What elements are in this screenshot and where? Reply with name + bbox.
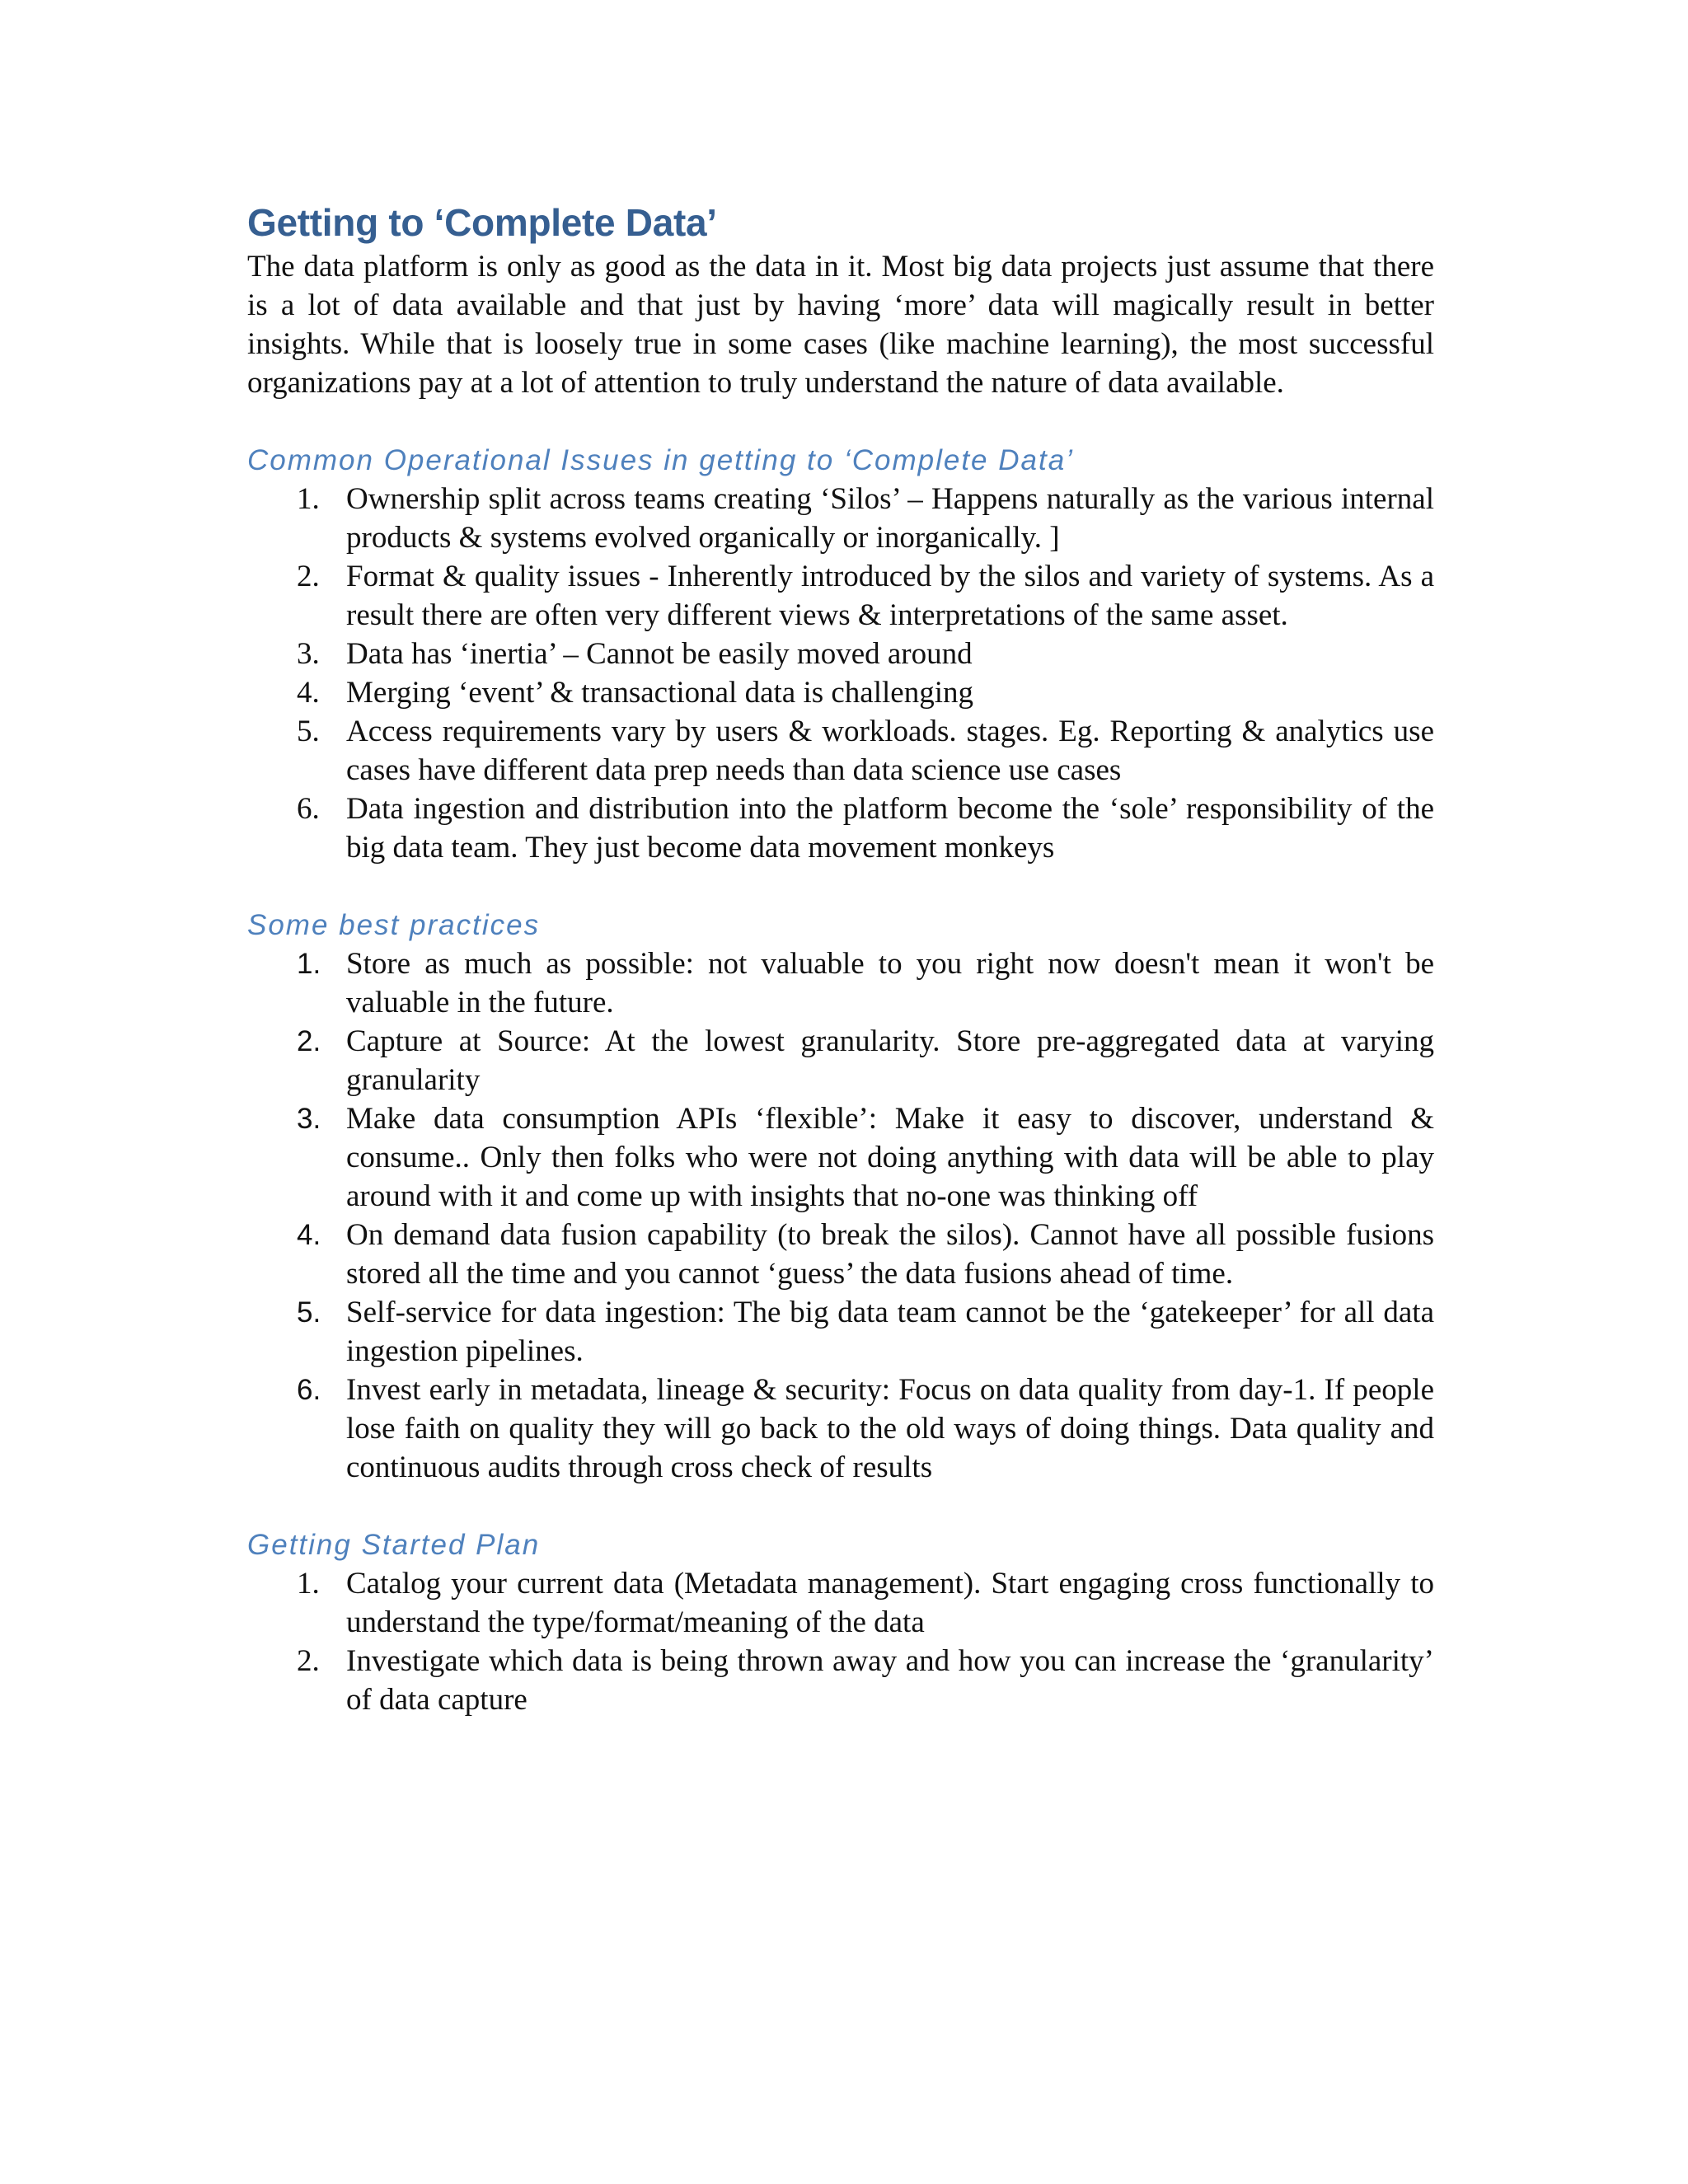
list-item-text: Catalog your current data (Metadata management). Start engaging cross functionally to understand the type/format/meaning of the data: [346, 1567, 1434, 1639]
list-item: [247, 557, 1434, 635]
list-number: 4.: [297, 676, 320, 710]
list-item-text: Capture at Source: At the lowest granularity. Store pre-aggregated data at varying granularity: [346, 1024, 1434, 1097]
list-item-text: Ownership split across teams creating ‘Silos’ – Happens naturally as the various internal products & systems evolved organically or inorganically. ]: [346, 482, 1434, 555]
list-item-text: Invest early in metadata, lineage & security: Focus on data quality from day-1. If people lose faith on quality they will go back to the old ways of doing things. Data quality and continuous audits through cross check of results: [346, 1373, 1434, 1484]
list-number: 5.: [297, 715, 320, 748]
section-heading: Common Operational Issues in getting to ‘Complete Data’: [247, 444, 1074, 476]
section-heading: Some best practices: [247, 909, 541, 941]
list-number: 6.: [297, 1374, 321, 1406]
list-number: 1.: [297, 948, 321, 980]
list-item: [247, 1564, 1434, 1642]
list-item: [247, 1022, 1434, 1099]
list-item-text: Format & quality issues - Inherently introduced by the silos and variety of systems. As a result there are often very different views & interpretations of the same asset.: [346, 560, 1434, 632]
section-getting-started-plan: [247, 1526, 1434, 1719]
section-best-practices: [247, 906, 1434, 1487]
section-operational-issues: [247, 441, 1434, 867]
numbered-list: [247, 944, 1434, 1487]
list-item: [247, 635, 1434, 673]
list-item-text: Investigate which data is being thrown away and how you can increase the ‘granularity’ of data capture: [346, 1644, 1434, 1717]
list-number: 5.: [297, 1296, 321, 1329]
list-item: [247, 1293, 1434, 1371]
list-item-text: On demand data fusion capability (to break the silos). Cannot have all possible fusions stored all the time and you cannot ‘guess’ the data fusions ahead of time.: [346, 1218, 1434, 1291]
numbered-list: [247, 480, 1434, 867]
list-number: 2.: [297, 1644, 320, 1678]
list-number: 1.: [297, 482, 320, 516]
list-number: 1.: [297, 1567, 320, 1601]
list-item: [247, 480, 1434, 557]
list-number: 6.: [297, 792, 320, 826]
list-item-text: Data ingestion and distribution into the platform become the ‘sole’ responsibility of the big data team. They just become data movement monkeys: [346, 792, 1434, 865]
section-heading: Getting Started Plan: [247, 1529, 541, 1561]
list-item: [247, 1642, 1434, 1719]
list-item: [247, 1216, 1434, 1293]
numbered-list: [247, 1564, 1434, 1719]
list-number: 3.: [297, 637, 320, 671]
list-item: [247, 790, 1434, 867]
list-item-text: Access requirements vary by users & workloads. stages. Eg. Reporting & analytics use cases have different data prep needs than data science use cases: [346, 715, 1434, 787]
list-number: 2.: [297, 1025, 321, 1057]
document-title: Getting to ‘Complete Data’: [247, 201, 717, 244]
list-item-text: Merging ‘event’ & transactional data is challenging: [346, 676, 973, 710]
list-item-text: Make data consumption APIs ‘flexible’: Make it easy to discover, understand & consume.. Only then folks who were not doing anything with data will be able to play around with it and come up with insights that no-one was thinking off: [346, 1102, 1434, 1213]
list-number: 3.: [297, 1103, 321, 1135]
list-item: [247, 712, 1434, 790]
document-page: [247, 198, 1434, 1719]
list-item: [247, 1371, 1434, 1487]
list-item-text: Data has ‘inertia’ – Cannot be easily moved around: [346, 637, 973, 671]
list-item: [247, 673, 1434, 712]
intro-paragraph: The data platform is only as good as the data in it. Most big data projects just assume that there is a lot of data available and that just by having ‘more’ data will magically result in better insights. While that is loosely true in some cases (like machine learning), the most successful organizations pay at a lot of attention to truly understand the nature of data available.: [247, 250, 1434, 400]
list-number: 2.: [297, 560, 320, 593]
list-item-text: Store as much as possible: not valuable to you right now doesn't mean it won't be valuable in the future.: [346, 947, 1434, 1019]
list-number: 4.: [297, 1219, 321, 1251]
list-item: [247, 1099, 1434, 1216]
list-item: [247, 944, 1434, 1022]
list-item-text: Self-service for data ingestion: The big data team cannot be the ‘gatekeeper’ for all data ingestion pipelines.: [346, 1296, 1434, 1368]
